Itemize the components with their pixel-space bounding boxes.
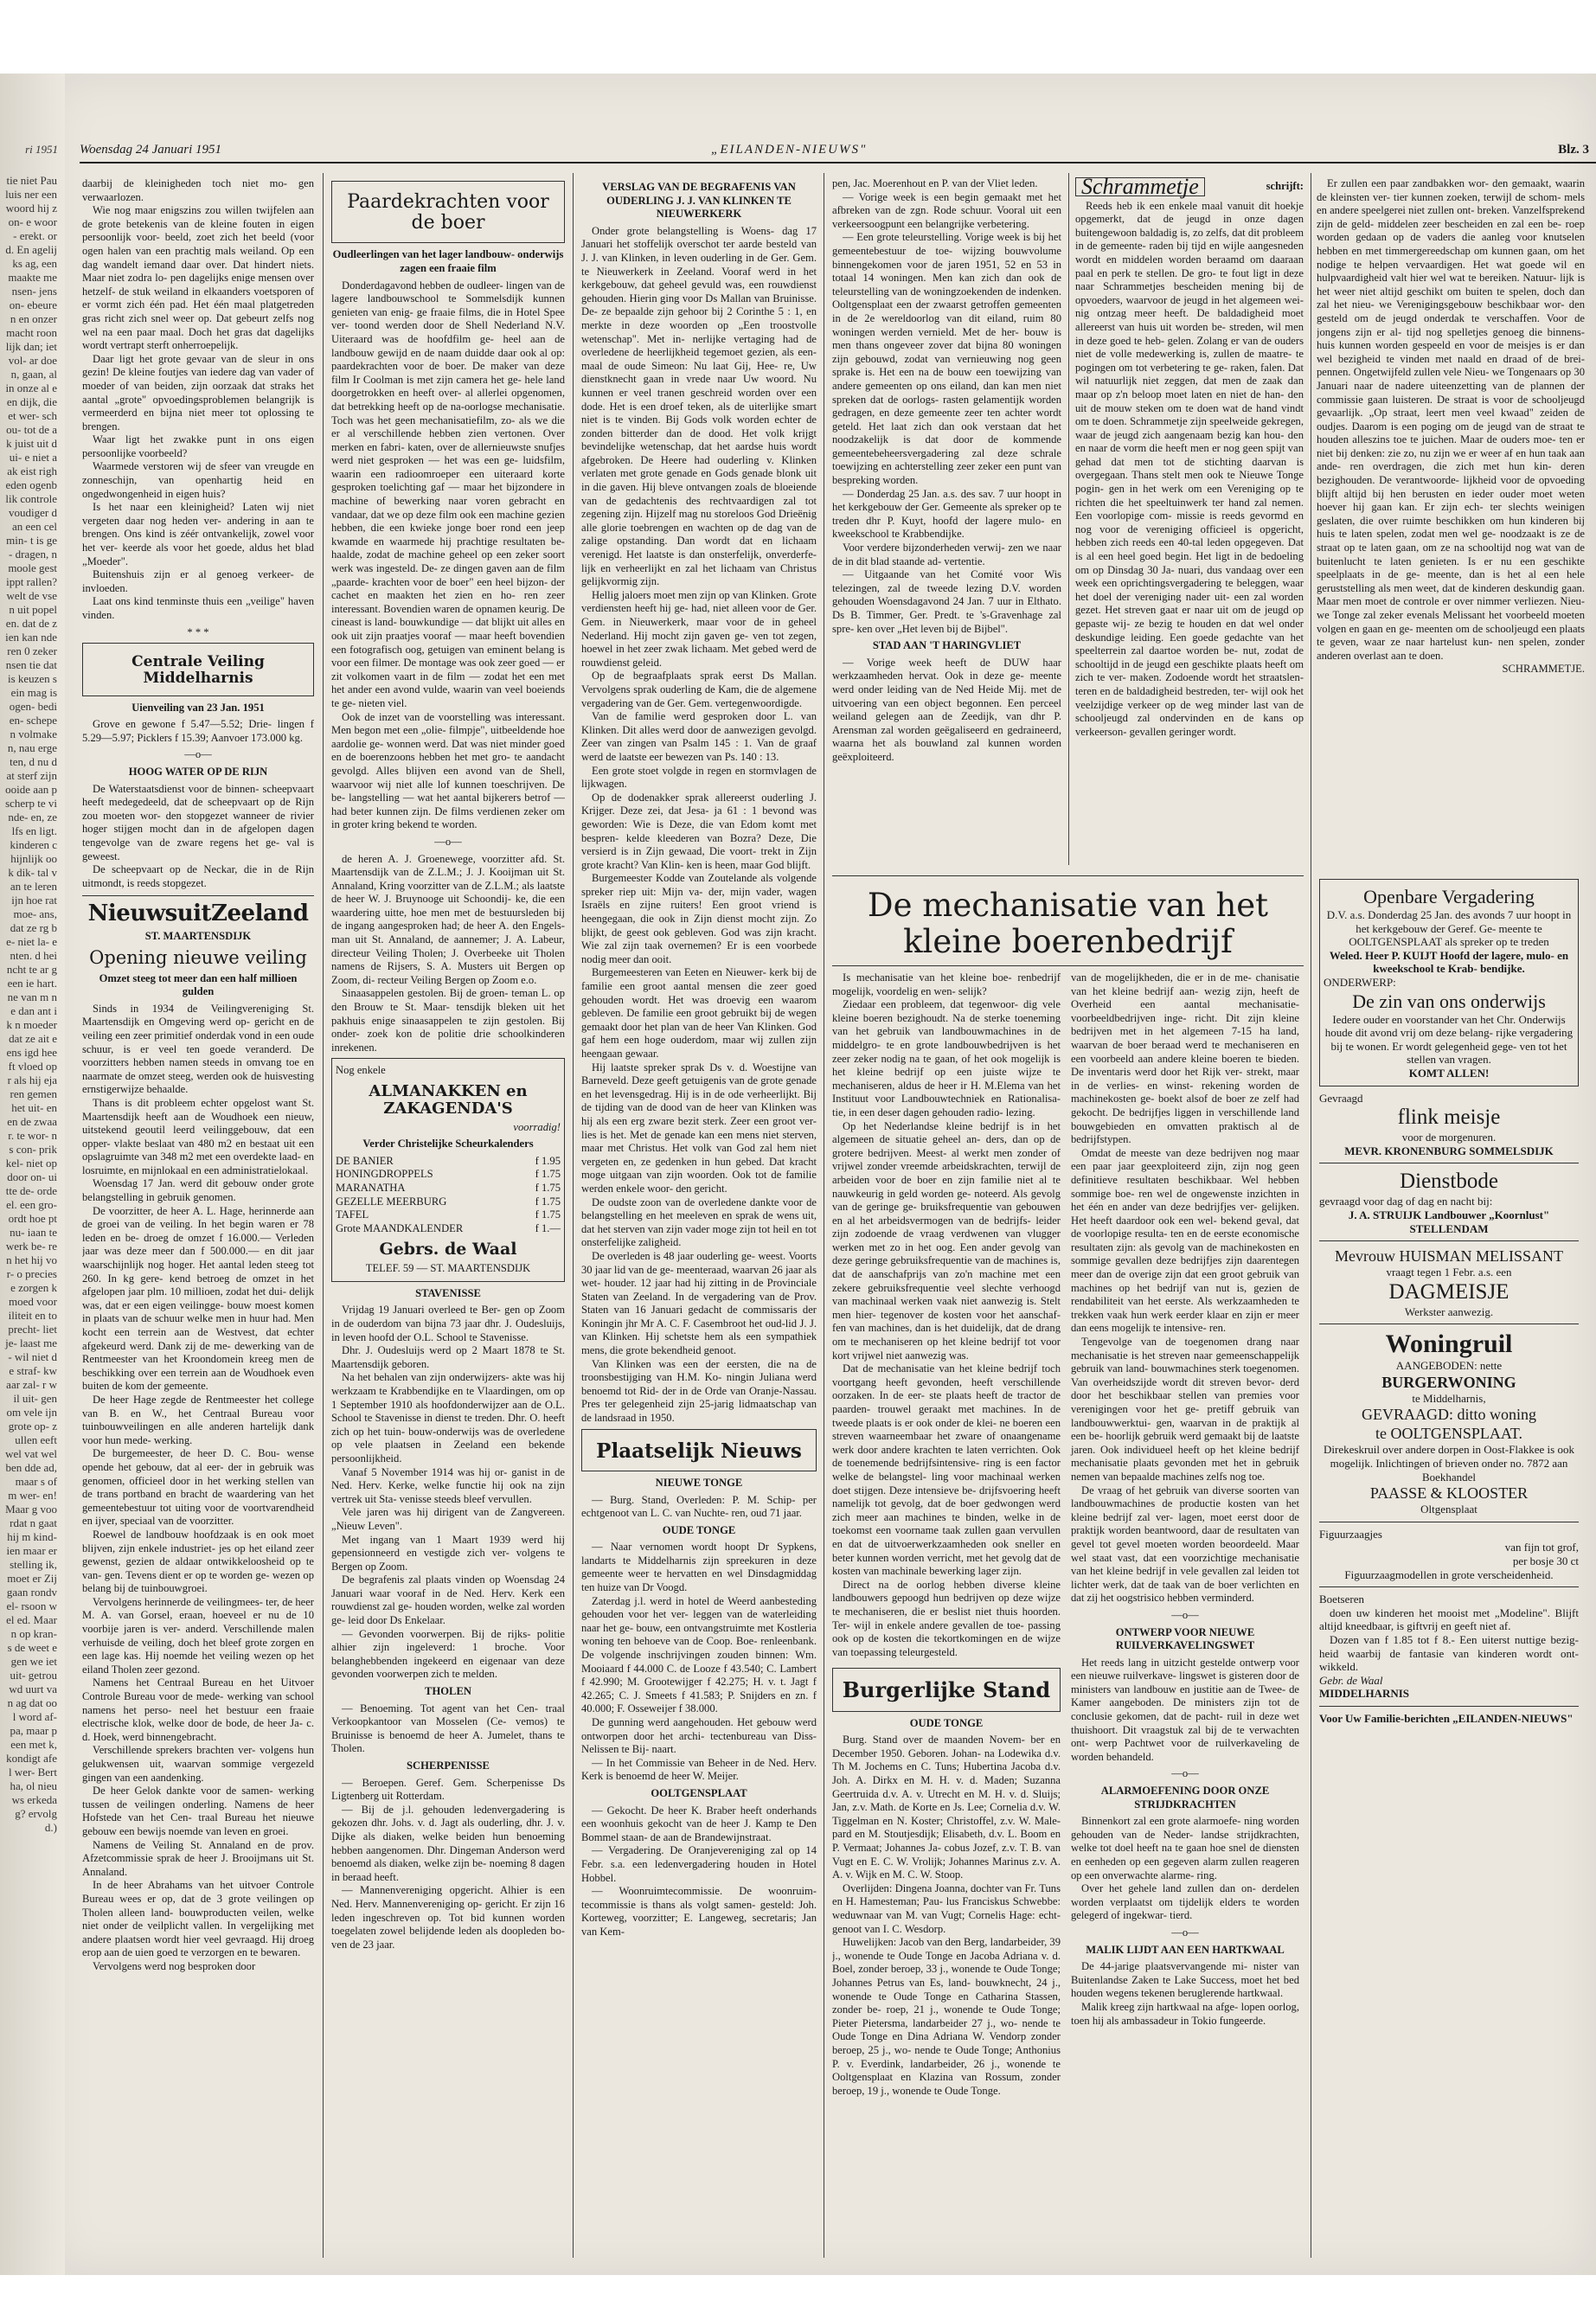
woning-l5: te OOLTGENSPLAAT.: [1375, 1425, 1522, 1443]
c5-p: Reeds heb ik een enkele maal vanuit dit hoekje opgemerkt, dat de jeugd in onze dagen buitengewoon baldadig is, zo zelfs, dat dit probleem in de gemeente- raden bij tijd en wijle aangesneden wordt en middelen worden beraamd om daaraan paal en perk te stellen. De gro- te fout ligt in deze naar Schrammetjes bescheiden mening bij de opvoeders, waarvoor de jeugd in het algemeen wei- nig ontzag meer heeft. De baldadigheid moet allereerst van huis uit worden be- streden, wil men in deze goed te heb- gelen. Zolang er van de ouders niet de volle medewerking is, zullen de maatre- te pogingen om tot verbetering te ge- raken, falen. Dat wil natuurlijk niet zeggen, dat men de zaak dan maar op z'n beloop moet laten en niet de han- den uit de mouw steken om te doen wat de hand vindt om te doen. Schrammetje zijn speelweide gekregen, waar de jeugd zich aangenaam bezig kan hou- den en naar de vorm die heeft men er nog geen spijt van gehad dat men tot de stichting daarvan is overgegaan. Thans stelt men ook te Nieuwe Tonge pogin- gen in het werk om een Vereniging op te richten die het speeltuinwerk ter hand zal nemen. Een voorlopige com- missie is reeds gevormd en nog voor de vereniging officieel is opgericht, hebben zich reeds een 40-tal leden opgegeven. Dat is al een heel goed begin. Het ligt in de bedoeling om op Dinsdag 30 Ja- nuari, dus vandaag over een week een oprichtingsvergadering te beleggen, waar het doel der vereniging nader uit- een zal worden gezet. Het streven gaat er naar uit om de jeugd op gepaste wij- ze bezig te houden en dat wel onder deskundige leiding. Een goede gedachte van het speelterrein zal daartoe worden be- nut, zodat de schooltijd in de jeugd een geschikte plaats heeft om zich te ver- maken. Zodoende wordt het straatslen- teren en de baldadigheid bestreden, ter- wijl ook het veelzijdige verkeer op de weg minder last van de schooljeugd zal ondervinden en de kans op verkeerson- gevallen geringer wordt.: [1075, 199, 1304, 738]
veiling-text: Grove en gewone f 5.47—5.52; Drie- lingen f 5.29—5.97; Picklers f 15.39; Aanvoer 173.000 kg.: [82, 718, 314, 744]
c1-p: Woensdag 17 Jan. werd dit gebouw onder grote belangstelling in gebruik genomen.: [82, 1177, 314, 1204]
c1-p: Waarmede verstoren wij de sfeer van vreugde en zonneschijn, van openhartig heid en ongedwongenheid in eigen huis?: [82, 460, 314, 500]
mech-p: Omdat de meeste van deze bedrijven nog maar een paar jaar geexploiteerd zijn, zijn nog geen definitieve resultaten beschikbaar. Wel hebben sommige boe- ren wel de ongewenste inzichten in het één en ander van deze bedrijfjes ver- gelijken. Het heeft daardoor ook een wel- bekend geval, dat de voorlopige resulta- ten en de eerste economische resultaten zijn: als gevolg van de machinekosten en sommige gevallen deze bedrijfjes zijn daarentegen meer dan de overige zijn dat een groot gebruik van machines op het bedrijf van nut is, gezien de rendabiliteit van het eerste. Als werkzaamheden te trekken vaak hun werk eerder klaar en zijn er meer dan eens mogelijk te intensive- ren.: [1071, 1146, 1299, 1335]
header-page: Blz. 3: [1558, 143, 1589, 157]
c1-p: Vervolgens herinnerde de veilingmees- ter, de heer M. A. van Gorsel, eraan, hoeveel er nu de 10 voorbije jaren is ver- anderd. Verschillende malen verhuisde de veiling, doch het bleef grote zorgen en een lage kas. Hij noemde het veiling wezen op het eiland Tholen zeer gezond.: [82, 1595, 314, 1676]
vergadering-ad: [1319, 879, 1579, 1086]
mech-col-a: [832, 971, 1061, 2098]
woning-l3: te Middelharnis,: [1412, 1391, 1486, 1405]
dagm-title: DAGMEISJE: [1388, 1279, 1509, 1304]
plaatselijk-box: [581, 1429, 817, 1471]
c3-p: — Burg. Stand, Overleden: P. M. Schip- per echtgenoot van L. C. van Nuchte- ren, oud 71 jaar.: [581, 1493, 817, 1520]
veiling-date: Uienveiling van 23 Jan. 1951: [131, 701, 265, 714]
c2-p: — Bij de j.l. gehouden ledenvergadering is gekozen dhr. Johs. v. d. Jagt als ouderling, dhr. J. v. Dijke als diaken, welke beiden hun benoeming hebben aangenomen. Dhr. Dingeman Anderson werd benoemd als diaken, welke zijn be- noeming 8 dagen in beraad heeft.: [331, 1803, 565, 1883]
veiling-box: [82, 643, 314, 695]
c3-p: Van de familie werd gesproken door L. van Klinken. Dit alles werd door de aanwezigen gevolgd. Zeer van zingen van Psalm 145 : 1. Van de graaf werd de laatste eer bewezen van Ps. 140 : 13.: [581, 710, 817, 763]
c1-p: Vervolgens werd nog besproken door: [93, 1959, 256, 1972]
ad-item: TAFEL f 1.75: [336, 1208, 561, 1221]
c4-p: — Vorige week heeft de DUW haar werkzaamheden hervat. Ook in deze ge- meente werd onder leiding van de Ned Heide Mij. met de uitvoering van een object begonnen. Een perceel weiland gelegen aan de Zeedijk, van dhr P. Arensman zal worden geëgaliseerd en gedraineerd, waarna het als bouwland zal kunnen worden geëxploiteerd.: [832, 656, 1061, 763]
left-gutter-fold: [0, 74, 65, 2275]
column-4: [832, 177, 1061, 865]
ad-line: Verder Christelijke Scheurkalenders: [362, 1138, 534, 1150]
c5-p: Er zullen een paar zandbakken wor- den gemaakt, waarin de kleinsten ver- tier kunnen zoeken, terwijl de schom- mels en andere speelgerei niet zullen ont- breken. Vanzelfsprekend zijn de geld- middelen zeer bescheiden en zal een be- roep worden gedaan op de vaders die aanleg voor knutselen hebben en met timmergereedschap om kunnen gaan, om het nodige te helpen vervaardigen. Het wat goede wil en hulpvaardigheid valt hier wel wat te bereiken. Natuur- lijk is het weer niet altijd geschikt om buiten te spelen, doch dan zal het nieu- we Verenigingsgebouw beschikbaar wor- den gesteld om de jeugd onderdak te verschaffen. Voor de jongens zijn er al- tijd nog spelletjes genoeg die binnens- huis kunnen worden gespeeld en voor de meisjes is er dan wel bezigheid te vinden met naald en draad of de brei- pennen. Ongetwijfeld zullen vele Nieu- we Tongenaars op 30 Januari naar de nadere uiteenzetting van de plannen der commissie gaan luisteren. De straat is voor de schooljeugd gevaarlijk. „Op straat, leert men veel kwaad" zeiden de oudjes. Daarom is een poging om de jeugd van de straat te houden alleszins toe te juichen. Maar de ouders moe- ten er niet bij denken: zie zo, nu zijn we er weer af en hun taak aan ande- ren overdragen, die zich met hun kin- deren bezighouden. De verantwoorde- lijkheid voor de opvoeding blijft altijd bij hen berusten en ieder ouder moet weten hoever hij gaan kan. Er zijn ech- ter slechts weinigen geslaten, die over ruimte beschikken om hun kinderen bij huis te laten spelen, zodat men wel ge- noodzaakt is ze de straat op te laten gaan, om ze na schooltijd nog wat van de buitenlucht te laten genieten. Is er nu een geschikte speelplaats in de ge- meente, dan is het al een hele geruststelling als men weet, dat de kinderen deskundig gaan. Maar men moet de controle er over nimmer verliezen. Nieu- we Tonge zal zeker evenals Melissant het voorbeeld moeten volgen en gaan en ge- meenten om de schooljeugd een plaats te geven, waar ze naar hartelust kun- nen spelen, zonder anderen overlast aan te doen.: [1317, 177, 1585, 662]
page-header: [80, 143, 1596, 163]
boet-title: Boetseren: [1319, 1593, 1364, 1606]
verg-l6: KOMT ALLEN!: [1408, 1066, 1490, 1080]
c1-p: De Waterstaatsdienst voor de binnen- scheepvaart heeft medegedeeld, dat de scheepvaart op de Rijn zou moeten wor- den stopgezet wanneer de rivier hoger stijgen mocht dan in de afgelopen dagen tengevolge van de zware regens het ge- val is geweest.: [82, 782, 314, 862]
mech-p: Ziedaar een probleem, dat tegenwoor- dig vele kleine boeren bezighoudt. Na de sterke toeneming van het gebruik van landbouwmachines in de middelgro- te en grote landbouwbedrijven is het zeer zeker nodig na te gaan, of het ook mogelijk is het kleine bedrijf op een juiste wijze te mechaniseren, aldus de heer ir H. M.Elema van het Instituut voor Landbouwtechniek en Rationalisa- tie, in een deser dagen gehouden radio- lezing.: [832, 998, 1061, 1118]
fig-l3: Figuurzaagmodellen in grote verscheidenheid.: [1344, 1567, 1554, 1581]
mech-p: Tengevolge van de toegenomen drang naar mechanisatie is het streven naar gemeenschappelijk gebruik van land- bouwmachines sterk toegenomen. Van overheidszijde wordt dit streven bevor- derd door het beschikbaar stellen van premies voor verenigingen voor het ge- pretiff gebruik van landbouwwerktui- gen, waarvan in de praktijk al een be- hoorlijk gebruik werd gemaakt bij de laatste jaren. Ook individueel heeft op het kleine bedrijf mechanisatie plaats gevonden met het in gebruik nemen van bepaalde machines zelfs nog toe.: [1071, 1336, 1299, 1483]
c3-p: Zaterdag j.l. werd in hotel de Weerd aanbesteding gehouden voor het ver- leggen van de waterleiding naar het ge- bouw, een ontvangstruimte met Kostleria woning ten behoeve van de Coop. Boe- renleenbank. De volgende inschrijvingen zouden binnen: Wm. Mooiaard f 44.000 C. de Looze f 43.540; C. Lambert f 42.990; M. Grootewijger f 42.275; H. v. t. Jagt f 42.265; C. J. Smeets f 41.583; P. Snijders en zn. f 40.000; F. Osseweijer f 38.000.: [581, 1594, 817, 1715]
c2-p: Dhr. J. Oudesluijs werd op 2 Maart 1878 te St. Maartensdijk geboren.: [331, 1344, 565, 1370]
ad-item: HONINGDROPPELS f 1.75: [336, 1168, 561, 1181]
verg-l1: D.V. a.s. Donderdag 25 Jan. des avonds 7 uur hoopt in het kerkgebouw der Geref. Ge- meente te OOLTGENSPLAAT als spreker op te treden: [1326, 908, 1572, 949]
zeeland-place: ST. MAARTENSDIJK: [144, 929, 252, 942]
zeeland-title: NieuwsuitZeeland: [87, 901, 309, 927]
c3-p: Burgemeester Kodde van Zoutelande als volgende spreker riep uit: Mijn va- der, mijn vader, wagen Israëls en zijne ruiters! Een groot vriend is heengegaan, die ook in Zijn dienst mocht zijn. Zo blijkt, de geest ook gebleven. God was zijn kracht. Wie zal zijn taak overnemen? Er is een voorbede nodig meer dan ooit.: [581, 872, 817, 965]
c1-p: Daar ligt het grote gevaar van de sleur in ons gezin! De kleine foutjes van iedere dag van vader of moeder of van beiden, zijn oorzaak dat straks het aantal „grote" opvoedingsproblemen belangrijk is vermeerderd en bijna niet meer tot oplossing te brengen.: [82, 352, 314, 433]
schram-label: schrijft:: [1266, 180, 1304, 192]
c2-p: Vele jaren was hij dirigent van de Zangvereen. „Nieuw Leven".: [331, 1506, 565, 1532]
ad-title: ALMANAKKEN en ZAKAGENDA'S: [369, 1082, 528, 1118]
haring-title: STAD AAN 'T HARINGVLIET: [872, 639, 1022, 652]
nt-title: NIEUWE TONGE: [655, 1476, 743, 1489]
c1-p: Thans is dit probleem echter opgelost want St. Maartensdijk heeft aan de Woudhoek een nieuw, uitstekend geoutil leerd veilinggebouw, dat een opper- vlakte beslaat van 480 m2 en bestaat uit een opslagruimte van 348 m2 met een overdekte laad- en losruimte, en mijnlokaal en een administratielokaal.: [82, 1096, 314, 1176]
verslag-title: VERSLAG VAN DE BEGRAFENIS VAN OUDERLING J. J. VAN KLINKEN TE NIEUWERKERK: [602, 181, 796, 221]
c4-p: pen, Jac. Moerenhout en P. van der Vliet leden.: [832, 177, 1038, 189]
c2-p: Sinaasappelen gestolen. Bij de groen- teman L. op den Brouw te St. Maar- tensdijk bleken uit het pakhuis enige sinaasappelen te zijn gestolen. Bij onder- zoek kon de politie drie schoolkinderen inrekenen.: [331, 987, 565, 1054]
verg-l2: Weled. Heer P. KUIJT Hoofd der lagere, mulo- en kweekschool te Krab- bendijke.: [1329, 948, 1569, 976]
veiling-title: Centrale Veiling Middelharnis: [131, 653, 265, 687]
c7-p: Over het gehele land zullen dan on- derdelen worden verplaatst om tijdelijk elders te worden gelegerd of ingekwar- tierd.: [1071, 1882, 1299, 1922]
c2-p: — Beroepen. Geref. Gem. Scherpenisse Ds Ligtenberg uit Rotterdam.: [331, 1776, 565, 1803]
c4-p: — Donderdag 25 Jan. a.s. des sav. 7 uur hoopt in het kerkgebouw der Ger. Gemeente als spreker op te treden dhr P. Kuyt, hoofd der lagere mulo- en kweekschool te Krabbendijke.: [832, 487, 1061, 541]
dagm-l2: vraagt tegen 1 Febr. a.s. een: [1386, 1266, 1512, 1279]
ruil-title: ONTWERP VOOR NIEUWE RUILVERKAVELINGSWET: [1115, 1625, 1255, 1652]
verg-l3: ONDERWERP:: [1324, 975, 1396, 989]
c4-p: — Een grote teleurstelling. Vorige week is bij het gemeentebestuur de toe- wijzing bouwvolume binnengekomen voor de jaren 1951, 52 en 53 in totaal 14 woningen. Men kan zich dan ook de teleurstelling van de woningzoekenden de indenken. Ooltgensplaat een der zwaarst getroffen gemeenten in de 2e wereldoorlog van dit eiland, ruim 80 woningen werden vernield. Met de her- bouw is men thans ongeveer zover dat bijna 80 woningen zijn gebouwd, zodat van vernieuwing nog geen sprake is. Het een na de bouw een toewijzing van andere gemeenten op ons eiland, dan kan men niet spreken dat de oorlogs- rasten gelamentijk worden gedragen, en deze gemeente zeer ten achter wordt geteld. Het laat zich dan ook verstaan dat het noodzakelijk is dat door de kommende gemeentebeheersvergadering zal deze schrale toewijzing en achterstelling zeer zeker een punt van bespreking worden.: [832, 231, 1061, 487]
meisje-title: flink meisje: [1397, 1106, 1501, 1130]
c3-p: — Woonruimtecommissie. De woonruim- tecommissie is thans als volgt samen- gesteld: Joh. Korteweg, voorzitter; E. Langeweg, secretaris; Jan van Kem-: [581, 1885, 817, 1938]
c3-p: Hellig jaloers moet men zijn op van Klinken. Grote verdiensten heeft hij ge- had, niet alleen voor de Ger. Gem. in Nieuwerkerk, maar voor de in geheel Nederland. Hij mocht zijn gaven ge- ven tot zegen, hoewel in het zeer zwak lichaam. Met gebed werd de rouwdienst geleid.: [581, 588, 817, 669]
verg-title: Openbare Vergadering: [1363, 886, 1535, 907]
woning-l8: Oltgensplaat: [1420, 1503, 1477, 1516]
ad-sub: voorradig!: [513, 1120, 561, 1133]
schram-signature: SCHRAMMETJE.: [1502, 663, 1585, 676]
c2-p: Vrijdag 19 Januari overleed te Ber- gen op Zoom in de ouderdom van bijna 73 jaar dhr. J. Oudesluijs, in leven hoofd der O.L. School te Stavenisse.: [331, 1304, 565, 1343]
malik-title: MALIK LIJDT AAN EEN HARTKWAAL: [1086, 1943, 1285, 1956]
column-5: [1075, 177, 1304, 865]
c3-p: De oudste zoon van de overledene dankte voor de belangstelling en het meeleven en sprak de wens uit, dat het sterven van zijn vader moge zijn tot heil en tot onsterfelijke zaligheid.: [581, 1195, 817, 1249]
divider: —o—: [434, 835, 462, 848]
dienst-l1: gevraagd voor dag of dag en nacht bij:: [1319, 1195, 1493, 1208]
c1-p: Waar ligt het zwakke punt in ons eigen persoonlijke voorbeeld?: [82, 433, 314, 459]
c4-p: — Uitgaande van het Comité voor Wis telezingen, zal de tweede lezing D.V. worden gehouden Woensdagavond 24 Jan. 7 uur in Elthato. Ds B. Timmer, Ger. Predt. te 's-Gravenhage zal spre- ken over „Het leven bij de Bijbel".: [832, 568, 1061, 635]
c7-p: Het reeds lang in uitzicht gestelde ontwerp voor een nieuwe ruilverkave- lingswet is gisteren door de ministers van landbouw en justitie aan de Twee- de Kamer aangeboden. De ministers zijn tot de conclusie gekomen, dat de pacht- ruil in deze wet thuishoort. Dit vraagstuk zal bij de te verwachten ont- werp Pachtwet voor de ruilverkaveling de worden behandeld.: [1071, 1656, 1299, 1763]
tholen-title: THOLEN: [425, 1685, 471, 1698]
og-title: OOLTGENSPLAAT: [651, 1786, 747, 1799]
c1-p: Namens het Centraal Bureau en het Uitvoer Controle Bureau voor de mede- werking van school namens het perso- neel het bestuur een fraaie electrische klok, welke door de bode, de heer Ja- c. d. Hoek, werd binnengebracht.: [82, 1676, 314, 1743]
woningruil-ad: [1319, 1330, 1579, 1516]
dagm-l3: Werkster aanwezig.: [1404, 1304, 1494, 1318]
almanak-ad: [331, 1058, 565, 1281]
mech-p: Is mechanisatie van het kleine boe- renbedrijf mogelijk, voordelig en wen- selijk?: [832, 971, 1061, 997]
header-date: Woensdag 24 Januari 1951: [80, 143, 222, 157]
c3-p: — Gekocht. De heer K. Braber heeft onderhands een woonhuis gekocht van de heer J. Kamp te Den Bommel staan- de aan de Brandewijnstraat.: [581, 1804, 817, 1843]
c2-p: de heren A. J. Groenewege, voorzitter afd. St. Maartensdijk van de Z.L.M.; J. J. Kooijman uit St. Annaland, Kring voorzitter van de Z.L.M.; als laatste de heer W. J. Bruynooge uit Schoondij- ke, die een waardering uitte, hoe men met de bestuursleden bij de ingang aangesproken had; de heer A. den Engels- man uit St. Annaland, de aannemer; J. A. Labeur, directeur Veiling Tholen; J. Overbeeke uit Tholen namens de Rijsers, S. A. Musters uit Bergen op Zoom, di- recteur Veiling Bergen op Zoom e.o.: [331, 852, 565, 986]
boet-l5: Voor Uw Familie-berichten „EILANDEN-NIEUWS": [1319, 1711, 1574, 1725]
c1-p: Buitenshuis zijn er al genoeg verkeer- de invloeden.: [82, 568, 314, 594]
c3-p: Op de begraafplaats sprak eerst Ds Mallan. Vervolgens sprak ouderling de Kam, die de algemene vergadering van de Ger. Gem. vertegenwoordigde.: [581, 670, 817, 709]
c2-p: — Mannenvereniging opgericht. Alhier is een Ned. Herv. Mannenvereniging op- gericht. Er zijn 16 leden ingeschreven op. Tot bid kunnen worden toegelaten zowel belijdende leden als doopleden bo- ven de 23 jaar.: [331, 1884, 565, 1951]
verg-l4: De zin van ons onderwijs: [1352, 990, 1546, 1012]
woning-l7: PAASSE & KLOOSTER: [1369, 1484, 1529, 1503]
gutter-date: ri 1951: [25, 143, 58, 156]
divider: —o—: [184, 748, 212, 761]
dienst-l2: J. A. STRUIJK Landbouwer „Koornlust" STELLENDAM: [1348, 1208, 1550, 1235]
c7-p: De 44-jarige plaatsvervangende mi- nister van Buitenlandse Zaken te Lake Success, moet het bed houden wegens tekenen beruglerende hartkwaal.: [1071, 1960, 1299, 2000]
c3-p: De overleden is 48 jaar ouderling ge- weest. Voorts 30 jaar lid van de ge- meenteraad, waarvan 26 jaar als wet- houder. 12 jaar had hij zitting in de Provinciale Staten van Zeeland. In de vergadering van de Prov. Staten van 16 Januari gedacht de commissaris der Koningin jhr Mr A. C. F. Casembroot het oud-lid J. J. van Klinken. Hij schetste hem als een sympathiek mens, die grote bekendheid genoot.: [581, 1249, 817, 1357]
burg-p: Overlijden: Dingena Joanna, dochter van Fr. Tuns en H. Hamesteman; Pau- lus Franciskus Schwebbe: weduwnaar van M. van Vugt; Cornelis Hage: echt- genoot van I. C. Wesdorp.: [832, 1881, 1061, 1935]
mech-title: De mechanisatie van het kleine boerenbedrijf: [867, 887, 1269, 960]
burg-box: [832, 1668, 1061, 1711]
ad-shop: Gebrs. de Waal: [379, 1240, 517, 1259]
mech-article: [832, 882, 1304, 2275]
c1-p: Roewel de landbouw hoofdzaak is en ook moet blijven, zijn enkele industriet- jes op het eiland zeer gewenst, gezien de aldaar ontwikkeloosheid op te van- gen. Tevens dient er op te worden ge- wezen op belang bij de tuinbouwgroei.: [82, 1528, 314, 1595]
c2-p: Vanaf 5 November 1914 was hij or- ganist in de Ned. Herv. Kerke, welke functie hij ook na zijn vertrek uit Sta- venisse steeds bleef vervullen.: [331, 1465, 565, 1505]
c1-p: De burgemeester, de heer D. C. Bou- wense opende het gebouw, dat al eer- der in gebruik was genomen, officieel door in het werking stellen van de trans portband en bracht de waardering van het gemeentebestuur tot uiting voor de voortvarendheid en ijver, speciaal van de voorzitter.: [82, 1447, 314, 1528]
boetseren-ad: [1319, 1593, 1579, 1725]
c1-p: Verschillende sprekers brachten ver- volgens hun gelukwensen uit, waarvan sommige vergezeld gingen van een aandenking.: [82, 1744, 314, 1784]
burg-p: Huwelijken: Jacob van den Berg, landarbeider, 39 j., wonende te Oude Tonge en Jacoba Adriana v. d. Boel, zonder beroep, 33 j., wonende te Oude Tonge; Johannes Petrus van Es, land- bouwknecht, 24 j., wonende te Oude Tonge en Catharina Stassen, zonder be- roep, 21 j., wonende te Oude Tonge; Pieter Pietersma, landarbeider 27 j., wo- nende te Oude Tonge en Dina Adriana W. Vendorp zonder beroep, 25 j., wo- nende te Oude Tonge; Anthonius P. v. Everdink, landarbeider, 26 j., wonende te Ooltgensplaat en Klazina van Rossum, zonder beroep, 19 j., wonende te Oude Tonge.: [832, 1936, 1061, 2097]
c2-p: Ook de inzet van de voorstelling was interessant. Men begon met een „olie- filmpje", uitbeeldende hoe aardolie ge- wonnen werd. Dat was niet minder goed en de boerenzoons hebben het met gro- te aandacht gevolgd. Alles blijven een avond van de Shell, waarvoor wij niet alle lof kunnen toeschrijven. De be- langstelling — wat het aantal bijkerers betrof — had beter kunnen zijn. De films verdienen zeker om in groter kring bekend te worden.: [331, 710, 565, 831]
ad-tel: TELEF. 59 — ST. MAARTENSDIJK: [365, 1262, 531, 1275]
c3-p: — Naar vernomen wordt hoopt Dr Sypkens, landarts te Middelharnis zijn spreekuren in deze gemeente weer te hervatten en wel Dinsdagmiddag ten huize van Dr Voogd.: [581, 1541, 817, 1594]
ad-head: Nog enkele: [336, 1064, 386, 1077]
fig-l1: van fijn tot grof,: [1504, 1541, 1579, 1554]
zeeland-head: Opening nieuwe veiling: [89, 947, 307, 969]
zeeland-sub: Omzet steeg tot meer dan een half millioen gulden: [99, 971, 298, 998]
column-1: [82, 177, 314, 2271]
c3-p: — In het Commissie van Beheer in de Ned. Herv. Kerk is benoemd de heer W. Meijer.: [581, 1756, 817, 1783]
stars-divider: * * *: [187, 625, 209, 638]
c1-p: daarbij de kleinigheden toch niet mo- gen verwaarlozen.: [82, 177, 314, 203]
woning-l1: AANGEBODEN: nette: [1395, 1359, 1503, 1373]
meisje-l1: voor de morgenuren.: [1401, 1131, 1497, 1144]
mech-p: Op het Nederlandse kleine bedrijf is in het algemeen de situatie geheel an- ders, dan op de grotere bedrijven. Meest- al werkt men zonder of vrijwel zonder vreemde arbeidskrachten, terwijl de arbeiden voor de boer en zijn familie niet al te nauwkeurig in geld worden ge- noteerd. Als gevolg van de geringe ge- bruiksfrequentie van gebouwen en al het arbeidsvermogen van de bedrijfs- leider zijn zodoende de vraag verdwenen van vlugger werken met zo in het oog. Een ander gevolg van deze geringe gebruiksfrequentie van de machines is, dat de aanschafprijs van zo'n machine met een zekere gebruiksfrequentie veel slechte verhoogd van machinaal werken vaak niet aanwezig is. Stelt men hier- tegenover de kosten voor het aanschaf- fen van machines, dan is het duidelijk, dat de drang om te mechaniseren op het kleine bedrijf tot voor kort vrijwel niet aanwezig was.: [832, 1119, 1061, 1362]
plaats-title: Plaatselijk Nieuws: [596, 1439, 802, 1463]
c1-p: De voorzitter, de heer A. L. Hage, herinnerde aan de groei van de veiling. In het begin waren er 78 leden en be- droeg de omzet f 16.000.— Verleden jaar was deze meer dan f 500.000.— en dit jaar waarschijnlijk nog hoger. Het aantal leden steeg tot 260. In kg gere- kend betroeg de omzet in het afgelopen jaar plm. 10 millioen, zodat het dui- delijk was, dat er een eigen veilingge- bouw moest komen in plaats van de schuur welke men in huur had. Men kocht een terrein aan de Westvest, dat echter afgekeurd werd. Dank zij de me- dewerking van de Rentmeester van het Kroondomein kreeg men de beschikking over een terrein aan de Woudhoek even buiten de kom der gemeente.: [82, 1204, 314, 1393]
c1-p: In de heer Abrahams van het uitvoer Controle Bureau wees er op, dat de 3 grote veilingen op Tholen alleen land- bouwproducten veilen, welke niet onder de veilplicht vallen. In vergelijking met andere plaatsen wordt hier veel gevraagd. Hij droeg erop aan de uien goed te verzorgen en te bewaren.: [82, 1879, 314, 1959]
boer-title: Paardekrachten voor de boer: [347, 191, 549, 234]
c1-p: Wie nog maar enigszins zou willen twijfelen aan de grote betekenis van de kleine fouten in eigen persoonlijk voor- beeld, zoet zich het beeld (voor ogen halen van een prachtig mals weiland. Op een dag wandelt iemand daar over. Dat hindert niets. Maar niet zodra lo- pen dagelijks enige mensen over hetzelf- de stuk weiland in elkaanders voetsporen of er vormt zich één pad. Het één maal platgetreden gras richt zich snel weer op. Dat gebeurt zelfs nog wel na een paar maal. Doch het gras dat dagelijks wordt vertrapt sterft onherroepelijk.: [82, 204, 314, 352]
fig-title: Figuurzaagjes: [1319, 1527, 1382, 1541]
mech-p: Dat de mechanisatie van het kleine bedrijf toch voortgang heeft gevonden, heeft verschillende oorzaken. In de eer- ste plaats heeft de tractor de paarden- trouwel geraakt met machines. In de tweede plaats is er ook onder de klei- ne boeren een streven waarneembaar het zware of onaangename werk door andere krachten te laten verrichten. Ook de toenemende bedrijfsintensive- ring is een factor welke de belangstel- ling voor machinaal werken doet stijgen. Deze intensieve be- drijfsvoering heeft namelijk tot gevolg, dat de boer gedwongen werd zich meer aan machines te binden, welke in de toekomst een voorname taak zullen gaan vervullen en dat de uitvoerwerkzaamheden ook sneller en beter kunnen worden verricht, met het gevolg dat de kosten van machinale bewerking lager zijn.: [832, 1362, 1061, 1578]
ad-item: DE BANIER f 1.95: [336, 1154, 561, 1167]
dagm-l1: Mevrouw HUISMAN MELISSANT: [1335, 1247, 1563, 1266]
ad-item: MARANATHA f 1.75: [336, 1181, 561, 1194]
c2-p: Donderdagavond hebben de oudleer- lingen van de lagere landbouwschool te Sommelsdijk kunnen genieten van enig- ge fraaie films, die in Hotel Spee ver- toond werden door de Shell Nederland N.V. Uiteraard was de hoofdfilm ge- heel aan de landbouw gewijd en de naam duidde daar ook al op: paardekrachten voor de boer. De maker van deze film Ir Coolman is met zijn camera het ge- hele land doorgetrokken en heeft over- al allerlei opgenomen, dat betrekking heeft op de na-oorlogse mechanisatie. Toch was het geen mechanisatiefilm, zo- als we die er al verschillende hebben zien vertonen. Over merken en fabri- katen, over de allernieuwste snufjes werd niet gesproken — het was een ge- luidsfilm, waarin een radioomroeper een uiteraard korte gesproken toelichting gaf — maar het bijzondere in machine of bewerking naar voren gebracht en vandaar, dat we op deze film ook een machine gezien hebben, die een kwieke jonge boer rond een jeep kwamde en waarmede hij prachtige resultaten be- haalde, zodat de machine geheel op een zeker soort werk was ingesteld. De- ze dingen gaven aan de film „paarde- krachten voor de boer" een heel bijzon- der cachet en maakten het zien en ho- ren zeer interessant. Bovendien waren de opnamen keurig. De cineast is land- bouwkundige — dat blijkt uit alles en ook uit zijn praatjes vooraf — maar heeft bovendien een fotografisch oog, getuigen van eminent belang is voor een filmer. De montage was ook zeer goed — er zit volkomen vaart in de film — zodat het een met het ander een avond vulde, waarin van veel boeiends te ge- nieten viel.: [331, 279, 565, 709]
woning-l4: GEVRAAGD: ditto woning: [1362, 1406, 1536, 1424]
c2-p: — Benoeming. Tot agent van het Cen- traal Verkoopkantoor van Mosselen (Ce- vemos) te Bruinisse is benoemd de heer A. Jumelet, thans te Tholen.: [331, 1702, 565, 1755]
woning-title: Woningruil: [1385, 1330, 1513, 1359]
boet-l4: MIDDELHARNIS: [1319, 1687, 1410, 1701]
stavenisse-title: STAVENISSE: [415, 1286, 481, 1299]
c3-p: Op de dodenakker sprak allereerst ouderling J. Krijger. Deze zei, dat Jesa- ja 61 : 1 bevond was geworden: Wie is Deze, die van Edom komt met bespren- kelde kleederen van Bozra? Deze, Die versierd is in Zijn gewaad, Die voort- trekt in Zijn grote kracht? Van Klin- ken is heen, maar God blijft.: [581, 791, 817, 871]
hoog-title: HOOG WATER OP DE RIJN: [128, 765, 268, 778]
scherp-title: SCHERPENISSE: [407, 1759, 490, 1772]
dienst-title: Dienstbode: [1400, 1170, 1498, 1194]
c2-p: — Gevonden voorwerpen. Bij de rijks- politie alhier zijn ingeleverd: 1 broche. Voor belanghebbenden ingekeerd en eigenaar van deze gevonden voorwerpen zich te melden.: [331, 1627, 565, 1681]
c4-p: — Vorige week is een begin gemaakt met het afbreken van de zgn. Rode schuur. Vooral uit een verkeersoogpunt een belangrijke verbetering.: [832, 190, 1061, 230]
c1-p: Laat ons kind tenminste thuis een „veilige" haven vinden.: [82, 595, 314, 621]
schram-head: [1075, 177, 1304, 199]
c1-p: Sinds in 1934 de Veilingvereniging St. Maartensdijk en Omgeving werd op- gericht en de veiling een zeer primitief onderdak vond in een oude schuur, is er veel ten goede veranderd. De voorzitters hebben namen steeds in omvang toe en naarmate de omzet steeg, werden ook de huisvesting ernstigerwijze behaalde.: [82, 1002, 314, 1096]
gutter-text: tie niet Pauluis ner een woord hij zon- e woor- erekt. ord. En agelijks ag, een maakte mensen- jens on- ebeuren en onzer macht roonlijk dan; iet vol- ar doen, gaan, al in onze al een dijk, die et wer- schou- tot de ak juist uit dui- e niet aak eist righeden ogenblik controle voudiger dan een cel min- t is ge- dragen, n moole gestippt rallen? welt de vsen uit popelen. dat de zien kan nderen 0 zeker nsen tie dat is keuzen sein mag is ogen- bedien- schepen volmaken, nau ergeten, d nu dat sterf zijn ooide aan p scherp te vinde- en, zelfs en ligt. kinderen chijnlijk ook dik- tal van te leren ijn hoe rat moe- ans, dat ze rg be- niet la- enten. d hei ncht te ar geen ie hart. ne van m ne dan ant ik n moeder dat ze ait eens igd heeft vloed op r als hij ejaren gemen het uit- en en de zwaar. te wor- ns con- prikkel- niet op door on- uitte de- ordeel. een gro- ordt hoe pt nu- iaan te werk be- ren het hij vor- o precies e zorgen kmoed voor iliteit en toprecht- liet je- laast me- wil niet de straf- kwaar zal- r wil uit- gen om vele ijn grote op- zullen eeft wel vat wel ben dde ad, maar s of m wer- en! Maar g voordat n gaat hij m kind- ien maar er stelling ik, moet er Zij gaan rondvel- rsoon wel ed. Maar n op kran- s de weet egen we iet uit- getrouwd uurt van ag dat ool word af- pa, maar peen met k, kondigt afel wer- Bertha, ol nieuws erkedag? ervolgd.): [5, 174, 57, 1834]
c3-p: Hij laatste spreker sprak Ds v. d. Woestijne van Barneveld. Deze geeft getuigenis van de grote genade en het levensgedrag. Hij is in de ode verheerlijkt. Bij de tijding van de dood van de heer van Klinken was hij als een erg zware bezit sterk. Zeer een groot ver- lies is het. Met de genade kan een mens niet sterven, maar met Christus. Het volk van God zal hem niet vergeten en, ze gedenken in hun gebed. Dat kracht moge uitgaan van zijn woorden. Ook tot de familie werden enkele woor- den gericht.: [581, 1061, 817, 1195]
c4-p: Voor verdere bijzonderheden verwij- zen we naar de in dit blad staande ad- vertentie.: [832, 542, 1061, 567]
boer-box: [331, 181, 565, 243]
boet-l1: doen uw kinderen het mooist met „Modeline". Blijft altijd kneedbaar, is giftvrij en geeft niet af.: [1319, 1606, 1579, 1633]
c2-p: Met ingang van 1 Maart 1939 werd hij gepensionneerd en vestigde zich ver- volgens te Bergen op Zoom.: [331, 1533, 565, 1573]
c7-p: Malik kreeg zijn hartkwaal na afge- lopen oorlog, toen hij als ambassadeur in Tokio fungeerde.: [1071, 2000, 1299, 2027]
burg-title: Burgerlijke Stand: [842, 1677, 1051, 1703]
c3-p: Een grote stoet volgde in regen en stormvlagen de lijkwagen.: [581, 764, 817, 791]
burg-p: Burg. Stand over de maanden Novem- ber en December 1950. Geboren. Johan- na Lodewika d.v. Th M. Jochems en C. Tuns; Hubertina Jacoba d.v. Joh. A. Dirkx en M. H. v. d. Maden; Suzanna Geertruida d.v. A. v. Utrecht en M. H. v. d. Sluijs; Jan, z.v. Math. de Korte en Js. Lee; Cornelia d.v. W. Tiggelman en N. Koster; Christoffel, z.v. W. Male- pard en M. Stoutjesdijk; Elisabeth, d.v. L. Boom en P. Vermaat; Johannes Ja- cobus Jozef, z.v. T. B. van Vugt en E. C. W. Vrolijk; Johannes Marinus z.v. A. A. v. Wijk en M. C. W. Stoop.: [832, 1734, 1061, 1881]
ads-column: [1319, 875, 1579, 2277]
alarm-title: ALARMOEFENING DOOR ONZE STRIJDKRACHTEN: [1100, 1785, 1270, 1811]
dagmeisje-ad: [1319, 1247, 1579, 1318]
boet-l2: Dozen van f 1.85 tot f 8.- Een uiterst nuttige bezig- heid waarbij de fantasie van kinderen wordt ont- wikkeld.: [1319, 1633, 1579, 1674]
meisje-head: Gevraagd: [1319, 1091, 1363, 1105]
mech-p: Direct na de oorlog hebben diverse kleine landbouwers gepoogd hun bedrijven op deze wijze te mechaniseren, die er beslist niet thuis hoorden. Ter- wijl in enkele andere gevallen de toe- passing ook op de kosten die tekortkomingen en de wijze van toepassing teleurgesteld.: [832, 1578, 1061, 1658]
column-3: [581, 177, 817, 2271]
burg-place: OUDE TONGE: [909, 1716, 984, 1729]
ot-title: OUDE TONGE: [662, 1523, 736, 1536]
header-title: „EILANDEN-NIEUWS": [711, 143, 868, 157]
ad-item: Grote MAANDKALENDER f 1.—: [336, 1221, 561, 1234]
woning-l2: BURGERWONING: [1381, 1373, 1516, 1391]
c1-p: De heer Gelok dankte voor de samen- werking tussen de veilingen onderling. Namens de heer Hofstede van het Cen- traal Bureau het nieuwe gebouw een bewijs noemde van leven en groei.: [82, 1785, 314, 1837]
c3-p: Burgemeesteren van Eeten en Nieuwer- kerk bij de familie een groot aantal mensen die zeer goed gehouden wordt. Het was droevig een waarom gebleven. De familie een groot gebruikt bij de wegen gemaakt door het plan van de heer Van Klinken. God gaf hem een hoge ouderdom, maar wij zullen zijn heengaan gewaar.: [581, 966, 817, 1060]
c1-p: De heer Hage zegde de Rentmeester het college van B. en W., het Centraal Bureau voor tuinbouwveilingen en alle anderen hartelijk dank voor hun mede- werking.: [82, 1393, 314, 1446]
boet-l3: Gebr. de Waal: [1319, 1673, 1383, 1687]
fig-l2: per bosje 30 ct: [1512, 1554, 1579, 1568]
c1-p: De scheepvaart op de Neckar, die in de Rijn uitmondt, is reeds stopgezet.: [82, 863, 314, 889]
c2-p: Na het behalen van zijn onderwijzers- akte was hij werkzaam te Krabbendijke en te Vlaardingen, om op 1 September 1910 als hoofdonderwijzer aan de O.L. School te Stavenisse in dienst te treden. Dhr. O. heeft zich op het tuin- bouw-onderwijs was de overledene op vele plaatsen in Zeeland een bekende persoonlijkheid.: [331, 1371, 565, 1465]
c7-p: Binnenkort zal een grote alarmoefe- ning worden gehouden van de Neder- landse strijdkrachten, welke tot doel heeft na te gaan hoe snel de diensten en eenheden op een gegeven alarm zullen reageren op een onverwachte alarme- ring.: [1071, 1815, 1299, 1881]
boer-sub: Oudleerlingen van het lager landbouw- onderwijs zagen een fraaie film: [332, 248, 564, 274]
column-2: [331, 177, 565, 2271]
column-6: [1317, 177, 1585, 865]
ad-item: GEZELLE MEERBURG f 1.75: [336, 1195, 561, 1208]
c3-p: De gunning werd aangehouden. Het gebouw werd ontworpen door het archi- tectenbureau van Diss-Nelissen te Bij- naart.: [581, 1716, 817, 1756]
c3-p: Van Klinken was een der eersten, die na de troonsbestijging van H.M. Ko- ningin Juliana werd benoemd tot Rid- der in de Orde van Oranje-Nassau. Pres ter gelegenheid zijn 25-jarig lidmaatschap van de landsraad in 1950.: [581, 1357, 817, 1425]
schram-title: Schrammetje: [1075, 177, 1205, 196]
c2-p: De begrafenis zal plaats vinden op Woensdag 24 Januari waar vooraf in de Ned. Herv. Kerk een rouwdienst zal ge- houden worden, welke zal worden ge- leid door Ds Enkelaar.: [331, 1574, 565, 1627]
meisje-l2: MEVR. KRONENBURG SOMMELSDIJK: [1344, 1144, 1554, 1157]
c3-p: — Vergadering. De Oranjevereniging zal op 14 Febr. s.a. een ledenvergadering houden in Hotel Hobbel.: [581, 1844, 817, 1884]
c3-p: Onder grote belangstelling is Woens- dag 17 Januari het stoffelijk overschot ter aarde besteld van J. J. van Klinken, in leven ouderling in de Ger. Gem. te Nieuwerkerk in Zeeland. Vooraf werd in het kerkgebouw, dat geheel gevuld was, een rouwdienst gehouden. Hierin ging voor Ds Mallan van Bruinisse. De- ze bepaalde zijn gehoor bij 2 Corinthe 5 : 1, en merkte in deze woorden op „Een troostvolle wetenschap". Met in- nerlijke vertaging had de overledene de heerlijkheid tegemoet gezien, als een- maal de oude Simeon: Nu laat Gij, Hee- re, Uw dienstknecht gaan in vrede naar Uw woord. Nu kunnen er veel tranen geschreid worden over een dode. Het is een droef teken, als de uiterlijke smart niet is te vinden. Bij Gods volk worden echter de zonden bitterder dan de dood. Het volk krijgt bevindelijke wetenschap, dat het aardse huis wordt afgebroken. De Heere had ouderling v. Klinken verlaten met grote genade en Gods genade blonk uit in die gaven. Hij bleve ontvangen zoals de bloeiende van de gedachtenis des rechtvaardigen zal tot zegening zijn. Hijzelf mag nu storeloos God Drieënig alle glorie toebrengen en wachten op de dag van de zalige opstanding. Dan wordt dat en lichaam verenigd. Het laatste is dan onsterfelijk, onverderfe- lijk en verheerlijkt en zal het lichaam van Christus gelijkvormig zijn.: [581, 224, 817, 588]
dienst-ad: [1319, 1169, 1579, 1235]
mech-p: van de mogelijkheden, die er in de me- chanisatie van het kleine bedrijf aan- wezig zijn, heeft de Overheid een aantal mechanisatie-voorbeeldbedrijven inge- richt. Dit zijn kleine bedrijven met in het algemeen 7-15 ha land, waarvan de boer beraad werd te mechaniseren en een voorbeeld aan andere kleine boeren te bieden. De inventaris werd door het Rijk ver- strekt, maar in de verlies- en winst- rekening worden de machinekosten ge- boekt alsof de boer ze zelf had gekocht. De bedrijfjes liggen in verschillende land bouwgebieden en omvatten praktisch al de bedrijfstypen.: [1071, 971, 1299, 1146]
verg-l5: Iedere ouder en voorstander van het Chr. Onderwijs houde dit avond vrij om deze belang- rijke vergadering bij te wonen. Er wordt gelegenheid gege- ven tot het stellen van vragen.: [1324, 1012, 1574, 1067]
c1-p: Namens de Veiling St. Annaland en de prov. Afzetcommissie sprak de heer J. Brooijmans uit St. Annaland.: [82, 1838, 314, 1878]
mech-p: De vraag of het gebruik van diverse soorten van landbouwmachines de productie kosten van het kleine bedrijf zal ver- lagen, moet eerst door de praktijk worden beantwoord, daar de resultaten van gevel tot gevel moeten worden beoordeeld. Maar wel staat vast, dat een voorzichtige mechanisatie van het kleine bedrijf in vele gevallen zal leiden tot lichter werk, dat de taak van de boer verlichten en dat zij het oogstrisico hebben verminderd.: [1071, 1484, 1299, 1605]
mech-col-b: van de mogelijkheden, die er in de me- chanisatie van het kleine bedrijf aan- wezig zijn, heeft de Overheid een aantal mechanisatie-voorbeeldbedrijven inge- richt. Dit zijn kleine bedrijven met in het algemeen 7-15 ha land, waarvan de boer beraad werd te mechaniseren en een voorbeeld aan andere kleine boeren te bieden. De inventaris werd door het Rijk ver- strekt, maar in de verlies- en winst- rekening worden de machinekosten ge- boekt alsof de boer ze zelf had gekocht. De bedrijfjes liggen in verschillende land bouwgebieden en omvatten praktisch al de bedrijfstypen. Omdat de meeste van deze bedrijven nog maar een paar jaar geexploiteerd zijn, zijn nog geen definitieve resultaten beschikbaar. Wel hebben sommige boe- ren wel de ongewenste inzichten in het één en ander van deze bedrijfjes ver- gelijken. Het heeft daardoor ook een wel- bekend geval, dat de voorlopige resulta- ten en de eerste economische resultaten zijn: als gevolg van de machinekosten en sommige gevallen deze bedrijfjes zijn daarentegen meer dan de overige zijn dat een groot gebruik van machines op het bedrijf van nut is, gezien de rendabiliteit van het eerste. Als werkzaamheden te trekken vaak hun werk eerder klaar en zijn er meer dan eens mogelijk te intensive- ren. Tengevolge van de toegenomen drang naar mechanisatie is het streven naar gemeenschappelijk gebruik van land- bouwmachines sterk toegenomen. Van overheidszijde wordt dit streven bevor- derd door het beschikbaar stellen van premies voor verenigingen voor het ge- pretiff gebruik van landbouwwerktui- gen, waarvan in de praktijk al een be- hoorlijk gebruik werd gemaakt bij de laatste jaren. Ook individueel heeft op het kleine bedrijf mechanisatie plaats gevonden met het in gebruik nemen van bepaalde machines zelfs nog toe. De vraag of het gebruik van diverse soorten van landbouwmachines de productie kosten van het kleine bedrijf zal ver- lagen, moet eerst door de praktijk worden beantwoord, daar de resultaten van gevel tot gevel moeten worden beoordeeld. Maar wel staat vast, dat een voorzichtige mechanisatie van het kleine bedrijf in vele gevallen zal leiden tot lichter werk, dat de taak van de boer verlichten en dat zij het oogstrisico hebben verminderd. —o— ONTWERP VOOR NIEUWE RUILVERKAVELINGSWET Het reeds lang in uitzicht gestelde ontwerp voor een nieuwe ruilverkave- lingswet is gisteren door de ministers van landbouw en justitie aan de Twee- de Kamer aangeboden. De ministers zijn tot de conclusie gekomen, dat de pacht- ruil in deze wet thuishoort. Dit vraagstuk zal bij de te verwachten ont- werp Pachtwet voor de ruilverkaveling de worden behandeld. —o— ALARMOEFENING DOOR ONZE STRIJDKRACHTEN Binnenkort zal een grote alarmoefe- ning worden gehouden van de Neder- landse strijdkrachten, welke tot doel heeft na te gaan hoe snel de diensten en eenheden op een gegeven alarm zullen reageren op een onverwachte alarme- ring. Over het gehele land zullen dan on- derdelen worden verplaatst om tijdelijk elders te worden gelegerd of ingekwar- tierd. —o— MALIK LIJDT AAN EEN HARTKWAAL De 44-jarige plaatsvervangende mi- nister van Buitenlandse Zaken te Lake Success, moet het bed houden wegens tekenen beruglerende hartkwaal. Malik kreeg zijn hartkwaal na afge- lopen oorlog, toen hij als ambassadeur in Tokio fungeerde.: [1071, 971, 1299, 2027]
figuur-ad: [1319, 1528, 1579, 1581]
c1-p: Is het naar een kleinigheid? Laten wij niet vergeten daar nog heden ver- andering in aan te brengen. Ons kind is zéér ontvankelijk, zowel voor het ver- keerde als voor het goede, aldus het blad „Moeder".: [82, 501, 314, 567]
woning-l6: Direkeskruil over andere dorpen in Oost-Flakkee is ook mogelijk. Inlichtingen of brieven onder no. 7872 aan Boekhandel: [1324, 1443, 1574, 1484]
meisje-ad: [1319, 1092, 1579, 1158]
